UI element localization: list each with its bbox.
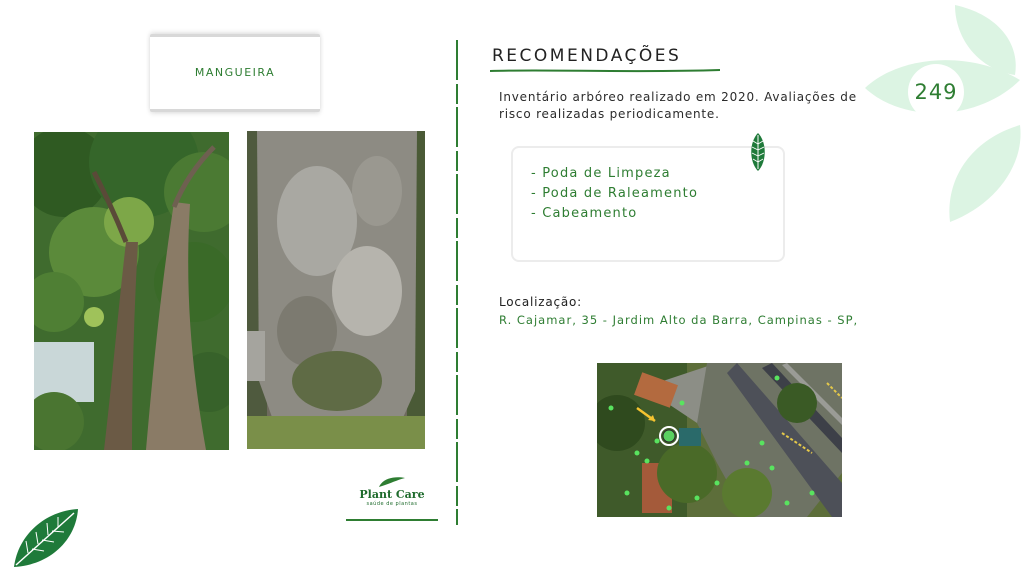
recommendation-item: - Cabeamento [531,206,638,221]
recommendations-heading: RECOMENDAÇÕES [492,46,682,66]
location-label: Localização: [499,295,583,309]
recommendation-item: - Poda de Raleamento [531,186,699,201]
brand-logo [352,476,432,507]
tree-canopy-photo [34,132,229,450]
decorative-leaf-bottom-left [10,505,82,571]
leaf-icon [377,476,407,488]
location-address: R. Cajamar, 35 - Jardim Alto da Barra, Campinas - SP, [499,313,859,327]
inventory-text: Inventário arbóreo realizado em 2020. Avaliações de risco realizadas periodicamente. [499,90,857,121]
section-divider [455,40,459,525]
recommendation-item: - Poda de Limpeza [531,166,671,181]
tree-number-badge: 249 [908,64,964,120]
brand-underline [346,519,438,521]
brand-tagline: saúde de plantas [366,501,418,507]
location-map [597,363,842,517]
tree-name: MANGUEIRA [194,66,276,79]
recommendations-list [531,164,698,224]
leaf-icon [748,132,768,172]
brand-name: Plant Care [359,488,425,501]
tree-trunk-photo [247,131,425,449]
heading-underline [490,68,720,74]
